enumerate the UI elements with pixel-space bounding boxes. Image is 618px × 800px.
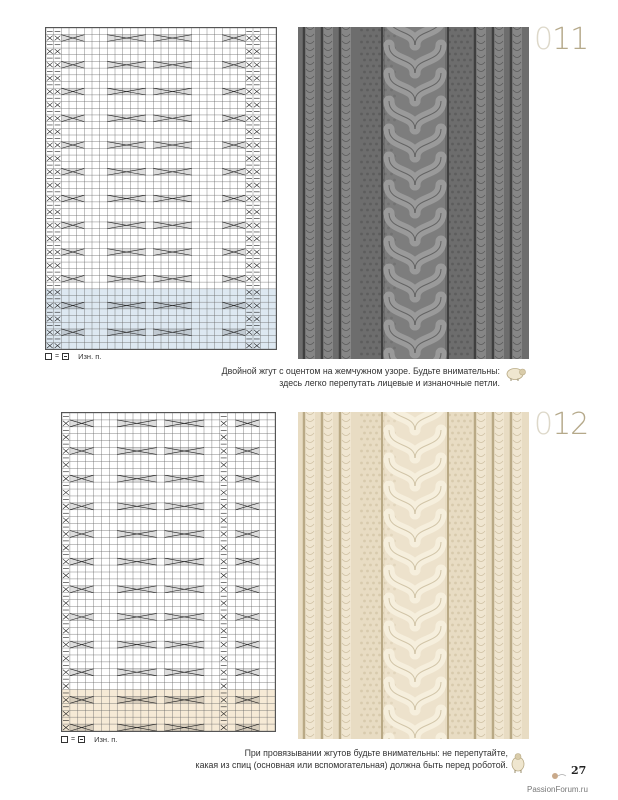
caption-line: Двойной жгут с оцентом на жемчужном узоре. Будьте внимательны: — [221, 366, 500, 376]
empty-square-icon — [45, 353, 52, 360]
caption-line: При провязывании жгутов будьте внимательны: не перепутайте, — [244, 748, 508, 758]
pattern-number-lead: 0 — [534, 22, 553, 57]
purl-symbol-icon — [78, 736, 85, 743]
footer-watermark: PassionForum.ru — [527, 785, 588, 794]
pattern-number-011 — [534, 22, 588, 57]
knit-photo-011 — [298, 27, 529, 359]
pattern-number-lead: 0 — [534, 407, 553, 442]
caption-line: здесь легко перепутать лицевые и изнаночные петли. — [279, 377, 500, 388]
caption-012 — [196, 748, 508, 771]
equals-sign: = — [55, 353, 60, 360]
equals-sign: = — [71, 736, 76, 743]
chart-legend-012 — [61, 735, 117, 744]
chart-legend-011 — [45, 352, 101, 361]
caption-line: какая из спиц (основная или вспомогательная) должна быть перед роботой. — [195, 759, 508, 770]
chart-grid-011 — [46, 28, 276, 349]
pattern-number-012 — [534, 407, 588, 442]
caption-011 — [222, 366, 500, 389]
knit-photo-012 — [298, 412, 529, 739]
legend-label: Изн. п. — [94, 735, 118, 744]
sheep-icon — [510, 752, 526, 774]
pattern-number-rest: 12 — [552, 407, 589, 442]
page-number: 27 — [571, 764, 587, 777]
knitting-chart-011 — [45, 27, 277, 350]
yarn-dot-icon — [551, 772, 567, 780]
sheep-icon — [505, 366, 527, 382]
chart-grid-012 — [62, 413, 275, 731]
legend-label: Изн. п. — [78, 352, 102, 361]
pattern-number-rest: 11 — [552, 22, 589, 57]
empty-square-icon — [61, 736, 68, 743]
purl-symbol-icon — [62, 353, 69, 360]
knitting-chart-012 — [61, 412, 276, 732]
